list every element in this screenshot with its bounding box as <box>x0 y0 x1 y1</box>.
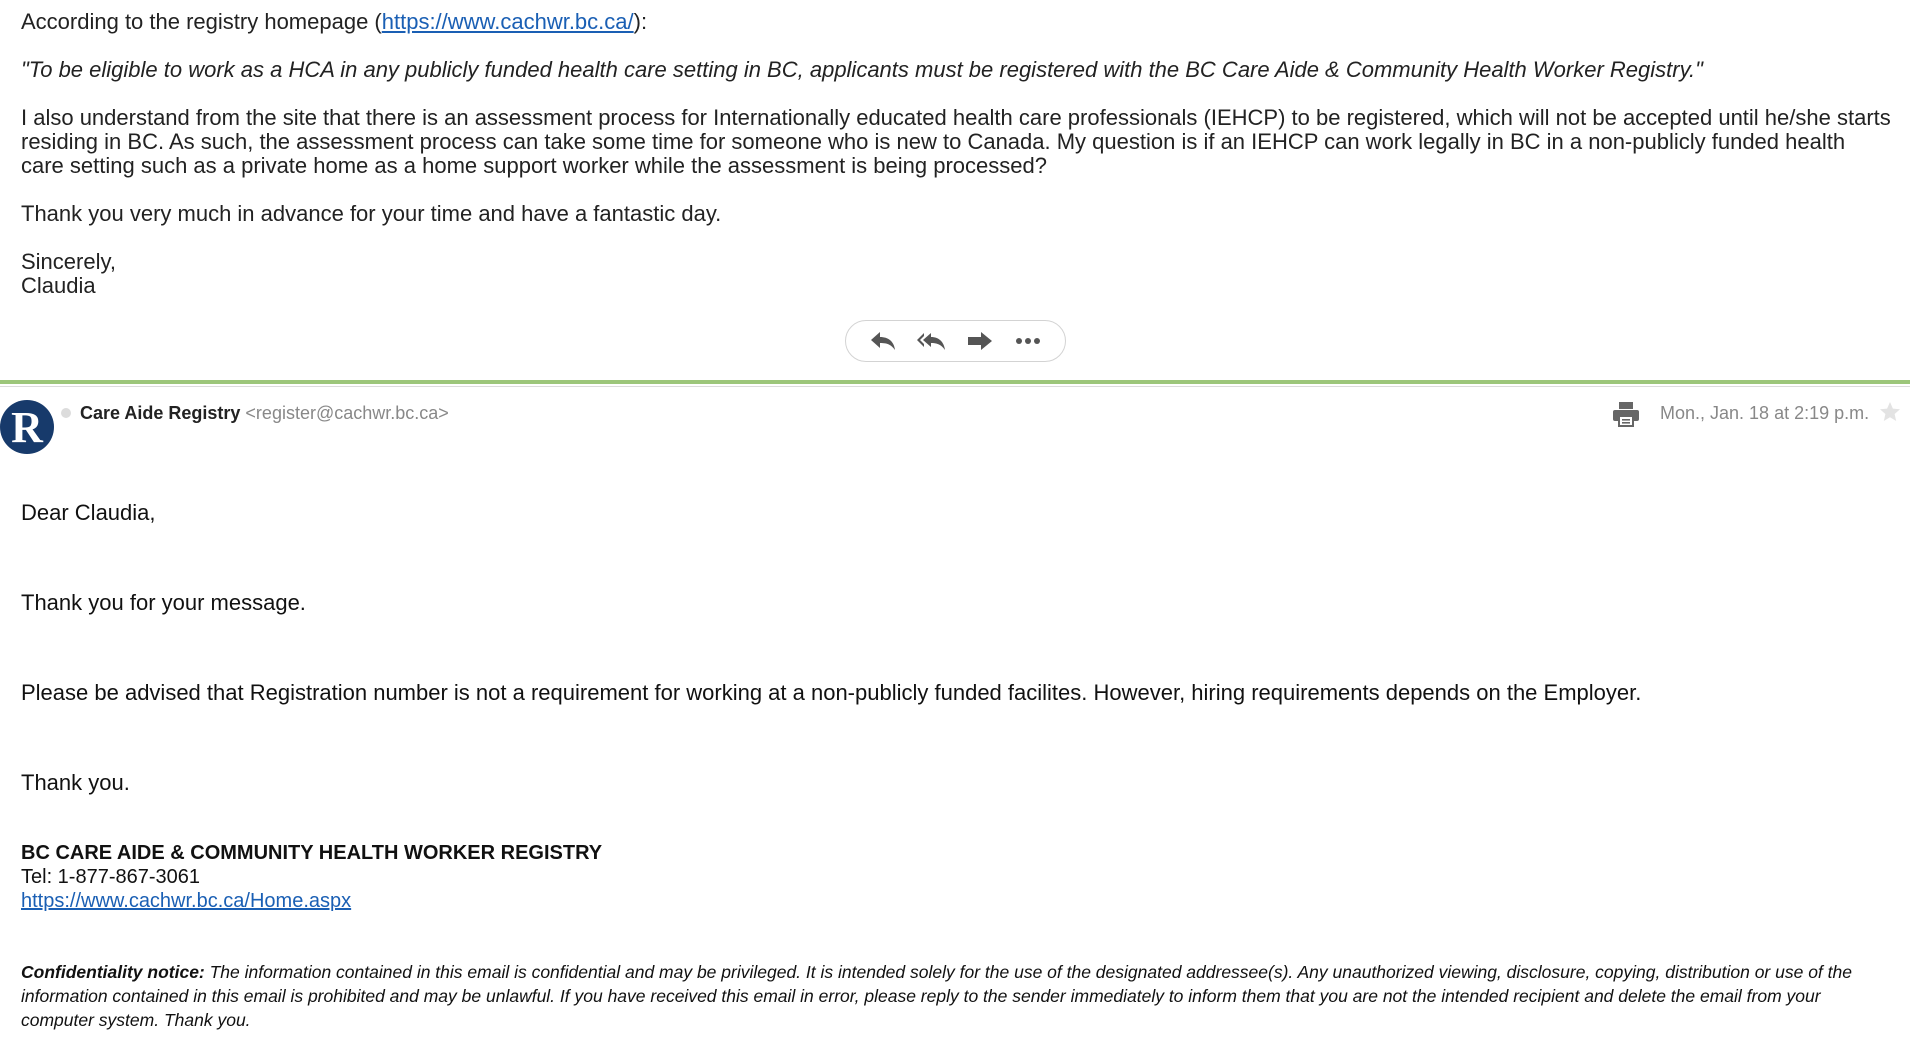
print-icon[interactable] <box>1612 401 1640 427</box>
registry-homepage-link[interactable]: https://www.cachwr.bc.ca/ <box>381 9 634 34</box>
avatar[interactable] <box>0 400 54 454</box>
forward-icon <box>967 330 993 352</box>
star-icon[interactable] <box>1878 400 1902 424</box>
forward-button[interactable] <box>960 325 1000 357</box>
reply-all-icon <box>916 330 946 352</box>
avatar-letter: R <box>11 402 43 452</box>
sender-name: Care Aide Registry <box>80 403 241 423</box>
reply-all-button[interactable] <box>911 325 951 357</box>
reply-button[interactable] <box>863 325 903 357</box>
message-separator-line <box>0 386 1910 387</box>
intro-paragraph <box>21 10 1891 34</box>
body-line-thanks: Thank you for your message. <box>21 590 306 615</box>
thanks-paragraph: Thank you very much in advance for your time and have a fantastic day. <box>21 201 722 226</box>
notice-text: The information contained in this email is confidential and may be privileged. It is intended solely for the use of the designated addressee(s). Any unauthorized viewing, disclosure, copying, distribution or use of the information contained in this email is prohibited and may be unlawful. If you have received this email in error, please reply to the sender immediately to inform them that you are not the intended recipient and delete the email from your computer system. Thank you. <box>21 962 1852 1030</box>
signature-name: Claudia <box>21 273 96 298</box>
previous-message <box>21 10 1891 298</box>
presence-indicator <box>61 408 71 418</box>
signature-link[interactable]: https://www.cachwr.bc.ca/Home.aspx <box>21 890 352 912</box>
message-separator <box>0 380 1910 384</box>
body-line-closing: Thank you. <box>21 770 130 795</box>
signature-org: BC CARE AIDE & COMMUNITY HEALTH WORKER REGISTRY <box>21 842 603 864</box>
body-line-advice: Please be advised that Registration number is not a requirement for working at a non-publicly funded facilites. However, hiring requirements depends on the Employer. <box>21 680 1642 705</box>
signature-tel: Tel: 1-877-867-3061 <box>21 866 201 888</box>
registry-quote: "To be eligible to work as a HCA in any publicly funded health care setting in BC, applicants must be registered with the BC Care Aide & Community Health Worker Registry." <box>21 57 1703 82</box>
closing-text: Sincerely, <box>21 249 116 274</box>
more-icon <box>1015 337 1041 345</box>
intro-prefix: According to the registry homepage ( <box>21 9 382 34</box>
email-signature <box>21 841 602 913</box>
message-action-bar <box>845 320 1066 362</box>
reply-icon <box>870 330 896 352</box>
sender[interactable] <box>80 402 449 424</box>
intro-suffix: ): <box>633 9 648 34</box>
sender-email: <register@cachwr.bc.ca> <box>245 403 449 423</box>
more-actions-button[interactable] <box>1008 325 1048 357</box>
question-paragraph: I also understand from the site that there is an assessment process for Internationally educated health care professionals (IEHCP) to be registered, which will not be accepted until he/she starts residing in BC. As such, the assessment process can take some time for someone who is new to Canada. My question is if an IEHCP can work legally in BC in a non-publicly funded health care setting such as a private home as a home support worker while the assessment is being processed? <box>21 105 1891 178</box>
message-date: Mon., Jan. 18 at 2:19 p.m. <box>1660 403 1870 423</box>
confidentiality-notice <box>21 960 1891 1032</box>
greeting: Dear Claudia, <box>21 500 156 525</box>
notice-label: Confidentiality notice: <box>21 962 205 982</box>
